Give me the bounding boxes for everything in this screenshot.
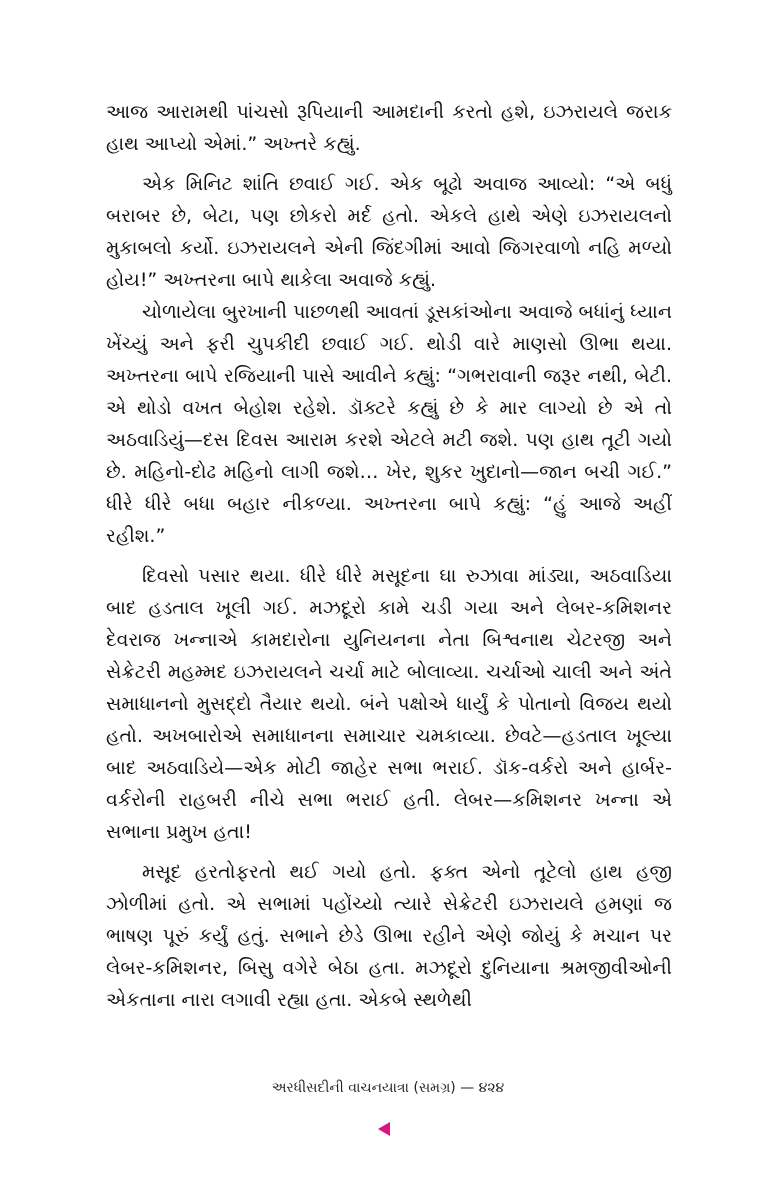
page-body <box>106 96 672 1016</box>
paragraph-3: ચોળાયેલા બુરખાની પાછળથી આવતાં ડૂસકાંઓના અવાજે બધાંનું ધ્યાન ખેંચ્યું અને ફરી ચુપકીદી છવાઈ ગઈ. થોડી વારે માણસો ઊભા થયા. અખ્તરના બાપે રજિયાની પાસે આવીને કહ્યું: “ગભરાવાની જરૂર નથી, બેટી. એ થોડો વખત બેહોશ રહેશે. ડૉક્ટરે કહ્યું છે કે માર લાગ્યો છે એ તો અઠવાડિયું—દસ દિવસ આરામ કરશે એટલે મટી જશે. પણ હાથ તૂટી ગયો છે. મહિનો-દોઢ મહિનો લાગી જશે… ખેર, શુકર ખુદાનો—જાન બચી ગઈ.” ધીરે ધીરે બધા બહાર નીકળ્યા. અખ્તરના બાપે કહ્યું: “હું આજે અહીં રહીશ.” <box>106 301 672 547</box>
page-footer: અરધીસદીની વાચનયાત્રા (સમગ્ર) — ૪૨૪ <box>271 1080 505 1096</box>
prev-page-arrow-icon[interactable] <box>378 1122 390 1136</box>
paragraph-2: એક મિનિટ શાંતિ છવાઈ ગઈ. એક બૂઢો અવાજ આવ્યો: “એ બધું બરાબર છે, બેટા, પણ છોકરો મર્દ હતો. એકલે હાથે એણે ઇઝરાયલનો મુકાબલો કર્યો. ઇઝરાયલને એની જિંદગીમાં આવો જિગરવાળો નહિ મળ્યો હોય!” અખ્તરના બાપે થાકેલા અવાજે કહ્યું. <box>106 173 672 291</box>
paragraph-4: દિવસો પસાર થયા. ધીરે ધીરે મસૂદના ઘા રુઝાવા માંડ્યા, અઠવાડિયા બાદ હડતાલ ખૂલી ગઈ. મઝદૂરો કામે ચડી ગયા અને લેબર-કમિશનર દેવરાજ ખન્નાએ કામદારોના યુનિયનના નેતા બિશ્વનાથ ચેટરજી અને સેક્રેટરી મહમ્મદ ઇઝરાયલને ચર્ચા માટે બોલાવ્યા. ચર્ચાઓ ચાલી અને અંતે સમાધાનનો મુસદ્દો તૈયાર થયો. બંને પક્ષોએ ધાર્યું કે પોતાનો વિજય થયો હતો. અખબારોએ સમાધાનના સમાચાર ચમકાવ્યા. છેવટે—હડતાલ ખૂલ્યા બાદ અઠવાડિયે—એક મોટી જાહેર સભા ભરાઈ. ડૉક-વર્કરો અને હાર્બર-વર્કરોની રાહબરી નીચે સભા ભરાઈ હતી. લેબર—કમિશનર ખન્ના એ સભાના પ્રમુખ હતા! <box>106 565 672 843</box>
paragraph-1: આજ આરામથી પાંચસો રૂપિયાની આમદાની કરતો હશે, ઇઝરાયલે જરાક હાથ આપ્યો એમાં.” અખ્તરે કહ્યું. <box>106 101 672 155</box>
paragraph-5: મસૂદ હરતોફરતો થઈ ગયો હતો. ફક્ત એનો તૂટેલો હાથ હજી ઝોળીમાં હતો. એ સભામાં પહોંચ્યો ત્યારે સેક્રેટરી ઇઝરાયલે હમણાં જ ભાષણ પૂરું કર્યું હતું. સભાને છેડે ઊભા રહીને એણે જોયું કે મચાન પર લેબર-કમિશનર, બિસુ વગેરે બેઠા હતા. મઝદૂરો દુનિયાના શ્રમજીવીઓની એકતાના નારા લગાવી રહ્યા હતા. એકબે સ્થળેથી <box>106 861 672 1011</box>
